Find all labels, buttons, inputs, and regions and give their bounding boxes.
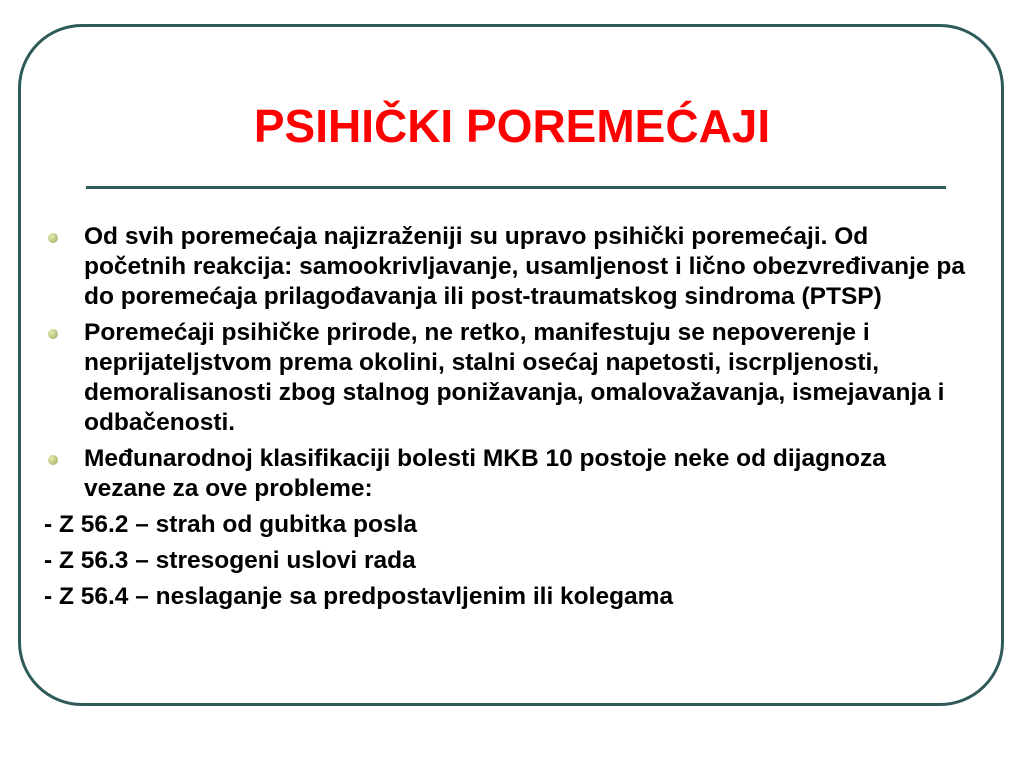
bullet-text: Poremećaji psihičke prirode, ne retko, manifestuju se nepoverenje i neprijateljstvom prema okolini, stalni osećaj napetosti, iscrpljenosti, demoralisanosti zbog stalnog ponižavanja, omalovažavanja, ismejavanja i odbačenosti. <box>84 319 945 436</box>
bullet-text: Od svih poremećaja najizraženiji su upravo psihički poremećaji. Od početnih reakcija: samookrivljavanje, usamljenost i lično obezvređivanje pa do poremećaja prilagođavanja ili post-traumatskog sindroma (PTSP) <box>84 223 965 310</box>
bullet-text: Međunarodnoj klasifikaciji bolesti MKB 10 postoje neke od dijagnoza vezane za ove probleme: <box>84 445 886 502</box>
title-divider <box>86 186 946 189</box>
bullet-item <box>44 444 974 504</box>
diagnosis-item: - Z 56.4 – neslaganje sa predpostavljenim ili kolegama <box>44 583 674 610</box>
slide-title: PSIHIČKI POREMEĆAJI <box>253 100 771 152</box>
bullet-item <box>44 318 974 438</box>
bullet-dot-icon <box>48 329 58 339</box>
bullet-dot-icon <box>48 455 58 465</box>
diagnosis-item: - Z 56.3 – stresogeni uslovi rada <box>44 547 416 574</box>
slide-content <box>44 222 974 618</box>
bullet-item <box>44 222 974 312</box>
diagnosis-item: - Z 56.2 – strah od gubitka posla <box>44 511 418 538</box>
bullet-dot-icon <box>48 233 58 243</box>
